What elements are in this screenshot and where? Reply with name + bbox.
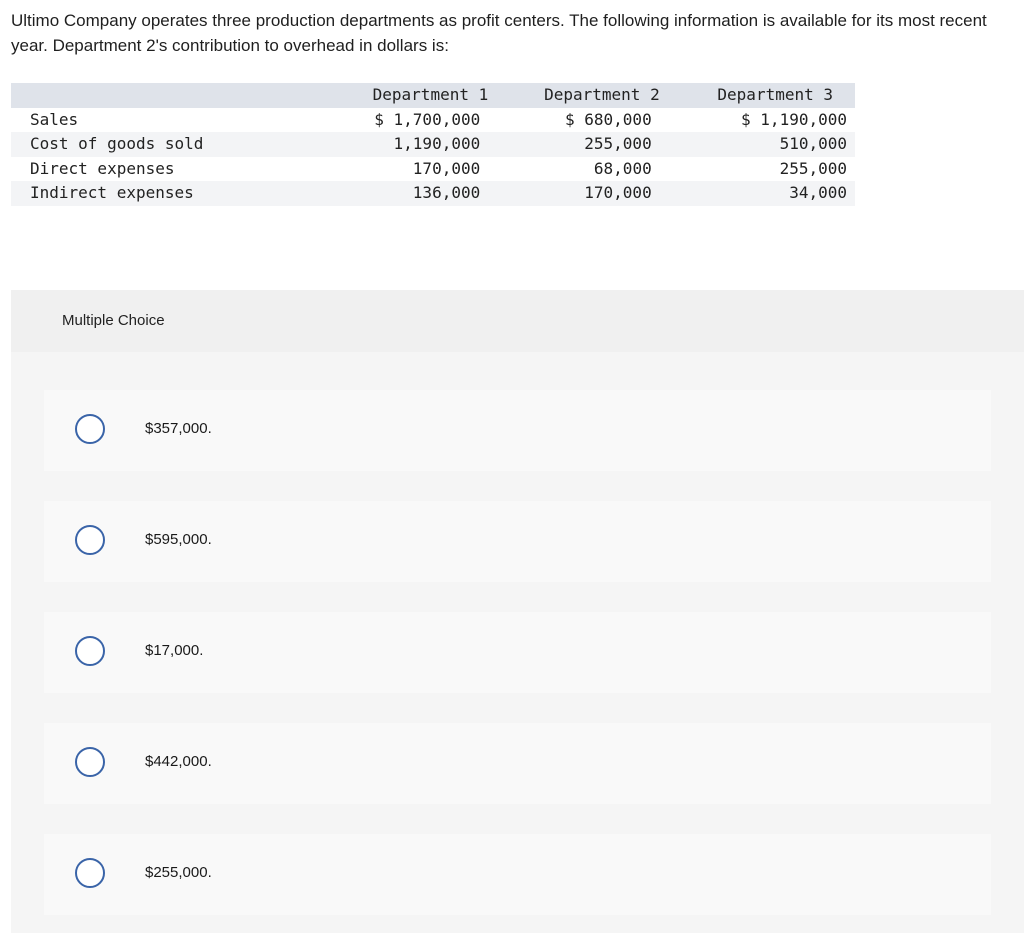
radio-button-icon[interactable] [75,525,105,555]
table-row [11,157,855,182]
multiple-choice-panel [11,290,1024,933]
multiple-choice-header [11,290,1024,352]
answer-option-1[interactable] [44,390,991,471]
answer-option-3[interactable] [44,612,991,693]
table-header-row [11,83,855,108]
cell-direct-d1: 170,000 [412,158,481,178]
row-label-sales: Sales [30,109,79,129]
cell-cogs-d3: 510,000 [779,134,847,153]
question-text: Ultimo Company operates three production departments as profit centers. The following information is available for its most recent year. Department 2's contribution to overhead in dollars is: [11,11,987,55]
cell-direct-d2: 68,000 [593,158,652,178]
cell-indirect-d1: 136,000 [412,183,481,202]
cell-sales-d3: $ 1,190,000 [741,109,847,129]
table-row [11,132,855,157]
radio-button-icon[interactable] [75,858,105,888]
answer-option-2[interactable] [44,501,991,582]
cell-indirect-d3: 34,000 [789,183,847,202]
answer-option-label: $255,000. [145,864,212,881]
answer-option-5[interactable] [44,834,991,915]
radio-button-icon[interactable] [75,414,105,444]
department-data-table [11,83,855,206]
radio-button-icon[interactable] [75,636,105,666]
row-label-cogs: Cost of goods sold [30,134,204,153]
answer-option-label: $595,000. [145,531,212,548]
table-header-blank [11,83,317,108]
table-header-department-1: Department 1 [372,85,489,104]
cell-cogs-d1: 1,190,000 [393,134,481,153]
table-header-department-2: Department 2 [544,85,660,104]
table-header-department-3: Department 3 [717,85,833,104]
answer-option-label: $357,000. [145,420,212,437]
radio-button-icon[interactable] [75,747,105,777]
table-row [11,181,855,206]
answer-option-label: $17,000. [145,642,204,659]
table-row [11,108,855,133]
answer-option-label: $442,000. [145,753,212,770]
multiple-choice-title: Multiple Choice [62,312,165,329]
cell-sales-d2: $ 680,000 [565,109,652,129]
row-label-direct-expenses: Direct expenses [30,158,175,178]
cell-cogs-d2: 255,000 [584,134,652,153]
cell-indirect-d2: 170,000 [584,183,652,202]
cell-direct-d3: 255,000 [779,158,847,178]
answer-option-4[interactable] [44,723,991,804]
cell-sales-d1: $ 1,700,000 [374,109,481,129]
row-label-indirect-expenses: Indirect expenses [30,183,194,202]
